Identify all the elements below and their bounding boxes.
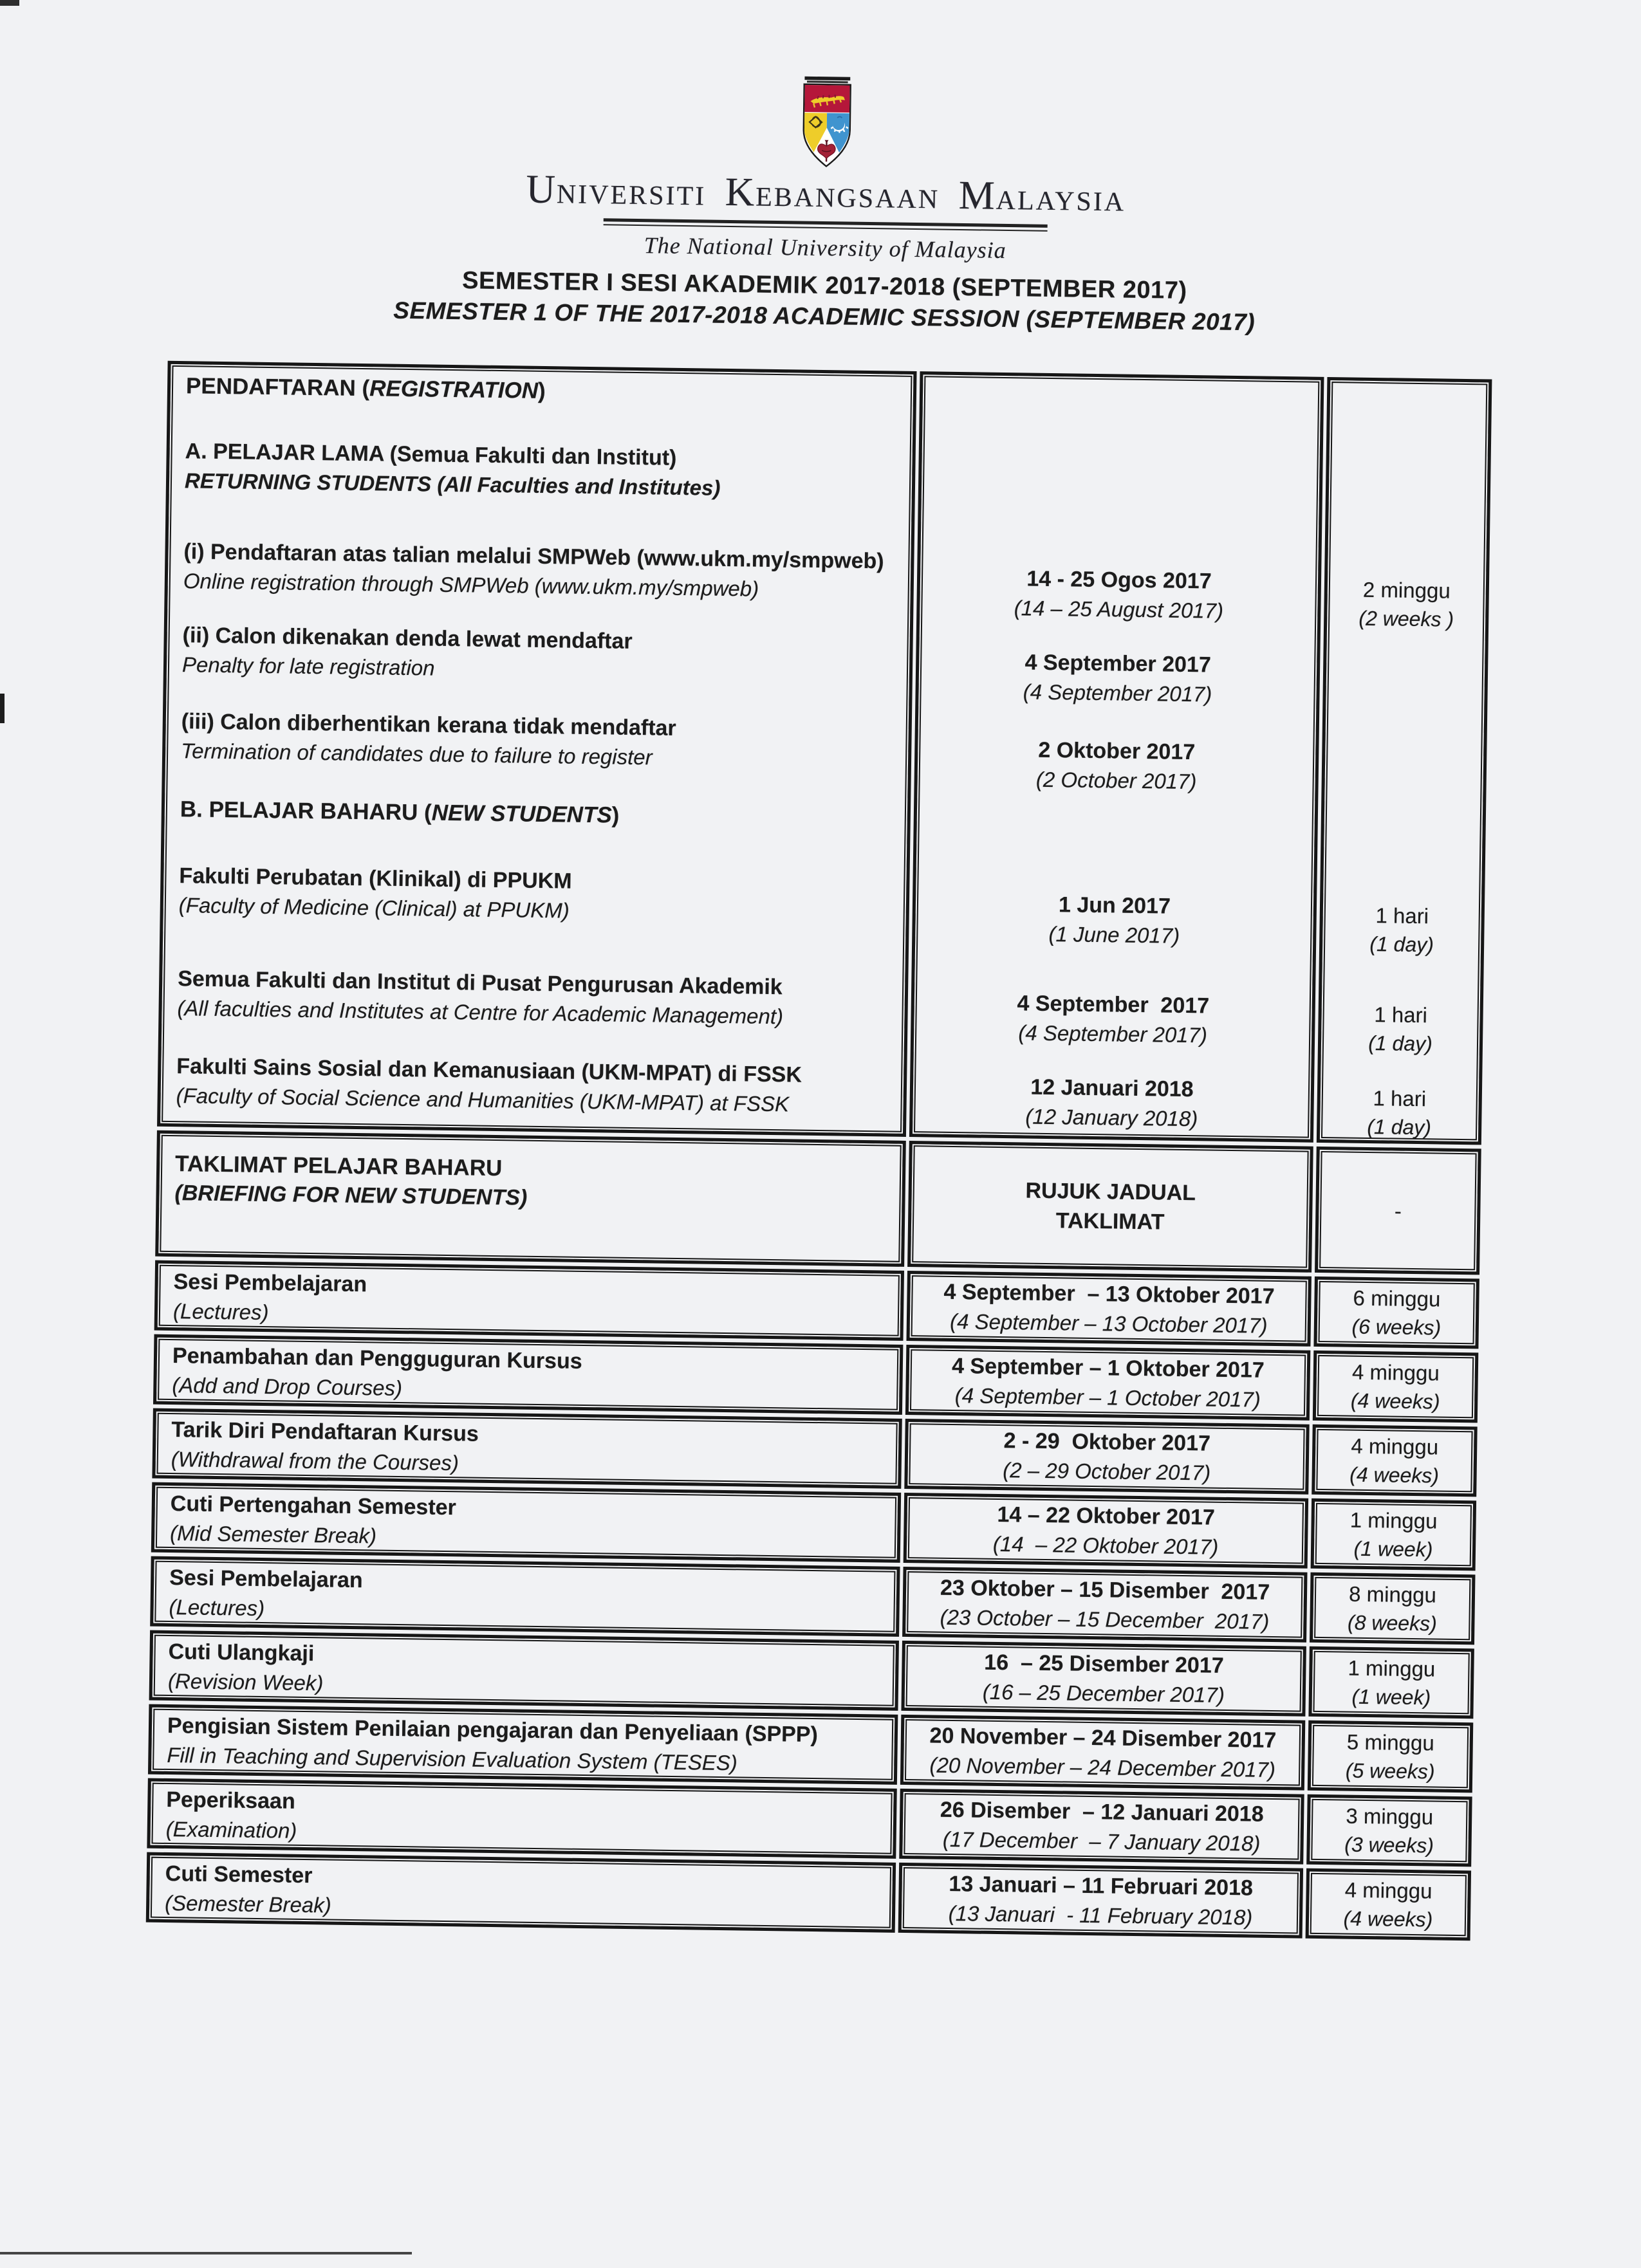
- registration-activity-cell: [157, 361, 917, 1137]
- wordmark-word-1: UNIVERSITI: [526, 166, 707, 212]
- briefing-label: TAKLIMAT PELAJAR BAHARU (BRIEFING FOR NEW STUDENTS): [174, 1151, 528, 1210]
- calendar-row-activity: Tarik Diri Pendaftaran Kursus (Withdrawal from the Courses): [152, 1408, 902, 1489]
- calendar-row-duration: 4 minggu (4 weeks): [1313, 1351, 1478, 1423]
- university-header: [5, 64, 1641, 273]
- new-students-date-2: 4 September 2017 (4 September 2017): [1017, 991, 1210, 1047]
- calendar-row-date: 16 – 25 Disember 2017 (16 – 25 December 2017): [901, 1641, 1306, 1717]
- calendar-row-date: 4 September – 13 Oktober 2017 (4 September – 13 October 2017): [906, 1271, 1311, 1347]
- calendar-row-duration: 5 minggu (5 weeks): [1308, 1720, 1473, 1793]
- header-rule: [604, 218, 1048, 232]
- calendar-row-date: 20 November – 24 Disember 2017 (20 November – 24 December 2017): [900, 1715, 1305, 1791]
- calendar-row-duration: 3 minggu (3 weeks): [1306, 1794, 1472, 1867]
- calendar-row-activity: Sesi Pembelajaran (Lectures): [150, 1556, 900, 1637]
- calendar-row-activity: Pengisian Sistem Penilaian pengajaran dan Penyeliaan (SPPP) Fill in Teaching and Supervision Evaluation System (TESES): [148, 1704, 898, 1785]
- registration-date-1: 14 - 25 Ogos 2017 (14 – 25 August 2017): [1014, 566, 1224, 623]
- registration-date-2: 4 September 2017 (4 September 2017): [1023, 650, 1212, 706]
- ukm-crest-logo: [788, 75, 866, 173]
- registration-date-cell: [909, 371, 1324, 1143]
- scan-artifact-bottom-edge: [0, 2252, 412, 2254]
- briefing-activity-cell: [155, 1130, 906, 1267]
- new-students-duration-2: 1 hari (1 day): [1368, 1002, 1433, 1056]
- new-students-date-3: 12 Januari 2018 (12 January 2018): [1025, 1074, 1198, 1131]
- wordmark-word-2: KEBANGSAAN: [725, 169, 940, 215]
- registration-date-3: 2 Oktober 2017 (2 October 2017): [1035, 737, 1197, 794]
- returning-students-heading: A. PELAJAR LAMA (Semua Fakulti dan Institut) RETURNING STUDENTS (All Faculties and Institutes): [184, 439, 721, 500]
- calendar-row-date: 26 Disember – 12 Januari 2018 (17 December – 7 January 2018): [899, 1789, 1304, 1865]
- calendar-row-date: 14 – 22 Oktober 2017 (14 – 22 Oktober 2017): [904, 1493, 1308, 1569]
- calendar-row-date: 2 - 29 Oktober 2017 (2 – 29 October 2017): [904, 1419, 1309, 1495]
- calendar-row-activity: Cuti Ulangkaji (Revision Week): [149, 1630, 899, 1711]
- university-tagline: The National University of Malaysia: [644, 232, 1006, 263]
- briefing-date-cell: RUJUK JADUAL TAKLIMAT: [907, 1141, 1313, 1273]
- new-students-date-1: 1 Jun 2017 (1 June 2017): [1048, 892, 1180, 948]
- calendar-row-activity: Peperiksaan (Examination): [147, 1778, 896, 1859]
- calendar-row-activity: Penambahan dan Pengguguran Kursus (Add and Drop Courses): [153, 1334, 903, 1415]
- calendar-row-duration: 6 minggu (6 weeks): [1313, 1277, 1479, 1349]
- returning-duration: 2 minggu (2 weeks ): [1358, 577, 1454, 631]
- calendar-row-activity: Sesi Pembelajaran (Lectures): [154, 1260, 904, 1341]
- registration-heading: PENDAFTARAN (REGISTRATION): [185, 373, 546, 404]
- registration-duration-cell: [1317, 377, 1492, 1145]
- registration-item-1: (i) Pendaftaran atas talian melalui SMPWeb (www.ukm.my/smpweb) Online registration through SMPWeb (www.ukm.my/smpweb): [183, 539, 884, 601]
- new-students-item-1: Fakulti Perubatan (Klinikal) di PPUKM (Faculty of Medicine (Clinical) at PPUKM): [178, 863, 572, 923]
- calendar-row-duration: 1 minggu (1 week): [1311, 1498, 1476, 1571]
- new-students-item-2: Semua Fakulti dan Institut di Pusat Pengurusan Akademik (All faculties and Institutes at Centre for Academic Management): [177, 966, 784, 1029]
- briefing-duration-cell: -: [1315, 1147, 1481, 1275]
- new-students-item-3: Fakulti Sains Sosial dan Kemanusiaan (UKM-MPAT) di FSSK (Faculty of Social Science and Humanities (UKM-MPAT) at FSSK: [176, 1054, 802, 1116]
- document-title-malay: SEMESTER I SESI AKADEMIK 2017-2018 (SEPTEMBER 2017): [461, 267, 1187, 304]
- university-wordmark: [5, 165, 1641, 226]
- calendar-row-activity: Cuti Semester (Semester Break): [146, 1852, 896, 1933]
- document-title: [3, 259, 1641, 344]
- calendar-row-date: 4 September – 1 Oktober 2017 (4 September – 1 October 2017): [905, 1345, 1310, 1421]
- calendar-row-duration: 8 minggu (8 weeks): [1310, 1572, 1475, 1645]
- document-title-english: SEMESTER 1 OF THE 2017-2018 ACADEMIC SESSION (SEPTEMBER 2017): [393, 297, 1256, 336]
- calendar-row-date: 13 Januari – 11 Februari 2018 (13 Januari - 11 February 2018): [898, 1863, 1303, 1939]
- calendar-row-date: 23 Oktober – 15 Disember 2017 (23 October – 15 December 2017): [902, 1567, 1307, 1643]
- academic-calendar-table: [146, 361, 1492, 1941]
- calendar-row-activity: Cuti Pertengahan Semester (Mid Semester Break): [151, 1482, 901, 1563]
- wordmark-word-3: MALAYSIA: [958, 172, 1126, 218]
- new-students-duration-3: 1 hari (1 day): [1367, 1086, 1432, 1139]
- new-students-duration-1: 1 hari (1 day): [1369, 903, 1434, 957]
- calendar-row-duration: 1 minggu (1 week): [1308, 1646, 1474, 1719]
- crest-ornament: [804, 77, 850, 80]
- new-students-heading: B. PELAJAR BAHARU (NEW STUDENTS): [180, 797, 620, 828]
- registration-item-3: (iii) Calon diberhentikan kerana tidak mendaftar Termination of candidates due to failure to register: [180, 709, 676, 770]
- calendar-row-duration: 4 minggu (4 weeks): [1306, 1868, 1471, 1941]
- calendar-row-duration: 4 minggu (4 weeks): [1312, 1424, 1477, 1497]
- registration-item-2: (ii) Calon dikenakan denda lewat mendaftar Penalty for late registration: [181, 623, 633, 680]
